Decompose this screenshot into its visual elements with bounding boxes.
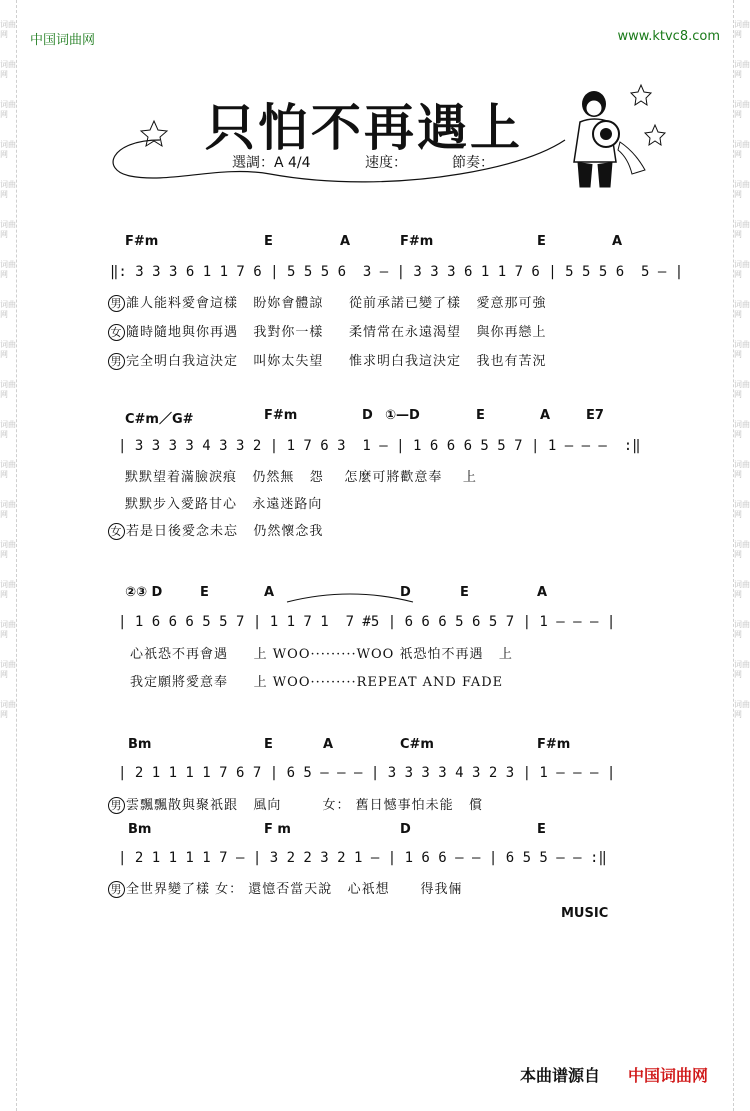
- watermark-text: 词曲网: [734, 100, 750, 119]
- watermark-text: 词曲网: [0, 60, 16, 79]
- site-url-link[interactable]: www.ktvc8.com: [617, 29, 720, 44]
- lyric-text: 隨時隨地與你再遇 我對你一樣 柔情常在永遠渴望 與你再戀上: [126, 325, 547, 340]
- chord: A: [540, 408, 551, 423]
- watermark-text: 词曲网: [734, 580, 750, 599]
- left-watermark-column: [0, 0, 17, 1111]
- lyric-text: 若是日後愛念未忘 仍然懷念我: [126, 524, 324, 539]
- watermark-text: 词曲网: [734, 260, 750, 279]
- watermark-text: 词曲网: [734, 220, 750, 239]
- chord: C#m: [400, 737, 434, 752]
- watermark-text: 词曲网: [0, 700, 16, 719]
- site-name-link[interactable]: 中国词曲网: [30, 33, 96, 48]
- lyric-line: [130, 643, 513, 662]
- source-site-link[interactable]: 中国词曲网: [628, 1066, 709, 1085]
- chord: E7: [586, 408, 604, 423]
- watermark-text: 词曲网: [0, 380, 16, 399]
- watermark-text: 词曲网: [734, 340, 750, 359]
- lyric-line: [108, 350, 546, 370]
- lyric-text: 默默望着滿臉淚痕 仍然無 怨 怎麼可將歡意奉 上: [125, 470, 477, 485]
- chord: E: [264, 737, 273, 752]
- chord: ①—D: [385, 408, 420, 423]
- lyric-line: [108, 292, 546, 312]
- chord: A: [340, 234, 351, 249]
- chord: D: [400, 585, 411, 600]
- watermark-text: 词曲网: [0, 20, 16, 39]
- chord: C#m／G#: [125, 412, 194, 427]
- watermark-text: 词曲网: [0, 260, 16, 279]
- chord: F#m: [125, 234, 159, 249]
- right-watermark-column: [733, 0, 750, 1111]
- watermark-text: 词曲网: [734, 140, 750, 159]
- singer-tag: 男: [108, 295, 125, 312]
- watermark-text: 词曲网: [734, 620, 750, 639]
- watermark-text: 词曲网: [0, 540, 16, 559]
- tempo-label: 速度：: [365, 155, 407, 171]
- chord: D: [362, 408, 373, 423]
- notation-line: | 2 1 1 1 1 7 6 7 | 6 5 — — — | 3 3 3 3 4 3 2 3 | 1 — — — |: [118, 765, 616, 781]
- lyric-line: [130, 671, 503, 690]
- singer-tag: 男: [108, 881, 125, 898]
- lyric-text: 心祇恐不再會遇 上 WOO·········WOO 祇恐怕不再遇 上: [130, 647, 513, 662]
- rhythm-label: 節奏：: [452, 155, 494, 171]
- chord: F m: [264, 822, 291, 837]
- lyric-line: [108, 321, 546, 341]
- watermark-text: 词曲网: [0, 420, 16, 439]
- chord: F#m: [264, 408, 298, 423]
- lyric-text: 完全明白我這決定 叫妳太失望 惟求明白我這決定 我也有苦況: [126, 354, 547, 369]
- source-label: 本曲谱源自: [520, 1066, 601, 1085]
- watermark-text: 词曲网: [734, 300, 750, 319]
- lyric-line: [125, 493, 322, 512]
- watermark-text: 词曲网: [734, 660, 750, 679]
- lyric-line: [125, 466, 477, 485]
- chord: A: [323, 737, 334, 752]
- singer-tag: 男: [108, 797, 125, 814]
- lyric-text: 默默步入愛路甘心 永遠迷路向: [125, 497, 323, 512]
- singer-tag: 女: [108, 523, 125, 540]
- chord: E: [476, 408, 485, 423]
- lyric-text: 我定願將愛意奉 上 WOO·········REPEAT AND FADE: [130, 675, 504, 690]
- chord: Bm: [128, 822, 152, 837]
- watermark-text: 词曲网: [0, 660, 16, 679]
- chord: E: [264, 234, 273, 249]
- watermark-text: 词曲网: [0, 100, 16, 119]
- watermark-text: 词曲网: [734, 380, 750, 399]
- lyric-line: [108, 878, 462, 898]
- watermark-text: 词曲网: [0, 580, 16, 599]
- watermark-text: 词曲网: [0, 340, 16, 359]
- watermark-text: 词曲网: [734, 20, 750, 39]
- notation-line: ‖: 3 3 3 6 1 1 7 6 | 5 5 5 6 3 — | 3 3 3 6 1 1 7 6 | 5 5 5 6 5 — |: [110, 264, 684, 280]
- watermark-text: 词曲网: [734, 180, 750, 199]
- chord: E: [460, 585, 469, 600]
- lyric-text: 全世界變了樣 女： 還憶否當天說 心祇想 得我倆: [126, 882, 463, 897]
- singer-mascot-icon: [560, 82, 670, 192]
- tie-arc: [285, 590, 415, 604]
- music-label: MUSIC: [561, 906, 609, 921]
- notation-line: | 2 1 1 1 1 7 — | 3 2 2 3 2 1 — | 1 6 6 — — | 6 5 5 — — :‖: [118, 850, 607, 866]
- watermark-text: 词曲网: [0, 180, 16, 199]
- chord: D: [400, 822, 411, 837]
- watermark-text: 词曲网: [734, 460, 750, 479]
- watermark-text: 词曲网: [0, 500, 16, 519]
- notation-line: | 3 3 3 3 4 3 3 2 | 1 7 6 3 1 — | 1 6 6 6 5 5 7 | 1 — — — :‖: [118, 438, 641, 454]
- watermark-text: 词曲网: [0, 460, 16, 479]
- key-signature: 選調：A 4/4: [232, 155, 311, 171]
- watermark-text: 词曲网: [0, 220, 16, 239]
- chord: E: [537, 234, 546, 249]
- star-icon: [141, 121, 167, 146]
- watermark-text: 词曲网: [0, 140, 16, 159]
- lyric-text: 誰人能料愛會這樣 盼妳會體諒 從前承諾已變了樣 愛意那可強: [126, 296, 547, 311]
- chord: A: [612, 234, 623, 249]
- watermark-text: 词曲网: [0, 300, 16, 319]
- chord: ②③ D: [125, 585, 163, 600]
- watermark-text: 词曲网: [734, 700, 750, 719]
- chord: A: [537, 585, 548, 600]
- lyric-text: 雲飄飄散與聚祇跟 風向 女： 舊日憾事怕未能 償: [126, 798, 483, 813]
- watermark-text: 词曲网: [734, 420, 750, 439]
- chord: A: [264, 585, 275, 600]
- lyric-line: [108, 520, 323, 540]
- chord: F#m: [537, 737, 571, 752]
- watermark-text: 词曲网: [734, 500, 750, 519]
- chord: Bm: [128, 737, 152, 752]
- watermark-text: 词曲网: [734, 60, 750, 79]
- lyric-line: [108, 794, 483, 814]
- chord: F#m: [400, 234, 434, 249]
- watermark-text: 词曲网: [0, 620, 16, 639]
- singer-tag: 女: [108, 324, 125, 341]
- singer-tag: 男: [108, 353, 125, 370]
- chord: E: [200, 585, 209, 600]
- notation-line: | 1 6 6 6 5 5 7 | 1 1 7 1 7 #5 | 6 6 6 5 6 5 7 | 1 — — — |: [118, 614, 616, 630]
- chord: E: [537, 822, 546, 837]
- song-title: 只怕不再遇上: [205, 98, 523, 157]
- watermark-text: 词曲网: [734, 540, 750, 559]
